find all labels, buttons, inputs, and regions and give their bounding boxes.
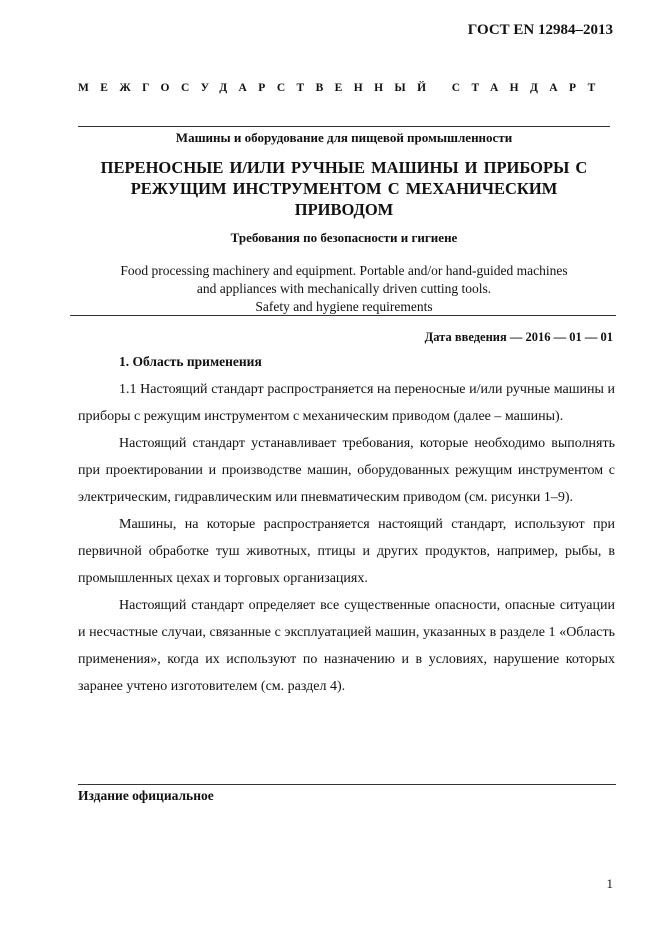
official-edition-label: Издание официальное [78,788,214,803]
body-paragraph: Настоящий стандарт определяет все существенные опасности, опасные ситуации и несчастные случаи, связанные с эксплуатацией машин, указанных в разделе 1 «Область применения», когда их используют по назначению и в условиях, нарушение которых заранее учтено изготовителем (см. раздел 4). [78,598,615,694]
english-title-line: Safety and hygiene requirements [255,299,433,314]
section-heading: 1. Область применения [119,354,262,369]
body-paragraph: Настоящий стандарт устанавливает требования, которые необходимо выполнять при проектировании и производстве машин, оборудованных режущим инструментом с электрическим, гидравлическим или пневматическим приводом (см. рисунки 1–9). [78,436,615,505]
main-title-line: ПЕРЕНОСНЫЕ И/ИЛИ РУЧНЫЕ МАШИНЫ И ПРИБОРЫ С [100,158,588,177]
subject-heading: Машины и оборудование для пищевой промышленности [175,130,513,145]
english-title [78,262,610,316]
page-number: 1 [606,876,613,891]
main-title-line: ПРИВОДОМ [294,200,394,219]
interstate-standard-label: МЕЖГОСУДАРСТВЕННЫЙ СТАНДАРТ [78,82,607,94]
body-paragraph: 1.1 Настоящий стандарт распространяется на переносные и/или ручные машины и приборы с режущим инструментом с механическим приводом (далее – машины). [78,382,615,424]
title-divider [70,315,616,316]
section-body [78,376,615,700]
introduction-date: Дата введения — 2016 — 01 — 01 [424,330,613,344]
safety-subtitle: Требования по безопасности и гигиене [230,230,458,245]
standard-code: ГОСТ EN 12984–2013 [467,22,613,38]
body-paragraph: Машины, на которые распространяется настоящий стандарт, используют при первичной обработке туш животных, птицы и других продуктов, например, рыбы, в промышленных цехах и торговых организациях. [78,517,615,586]
footer-divider [78,784,616,785]
header-divider [78,126,610,127]
english-title-line: and appliances with mechanically driven cutting tools. [196,281,492,296]
main-title [78,157,610,220]
main-title-line: РЕЖУЩИМ ИНСТРУМЕНТОМ С МЕХАНИЧЕСКИМ [130,179,558,198]
english-title-line: Food processing machinery and equipment. Portable and/or hand-guided machines [120,263,568,278]
